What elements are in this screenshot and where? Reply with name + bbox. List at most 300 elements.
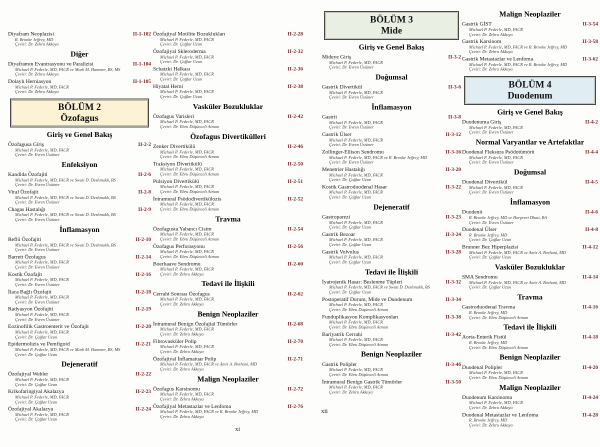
toc-entry bbox=[462, 227, 598, 243]
entry-title: Gastrik Metastazlar ve Lenfoma bbox=[462, 56, 534, 63]
toc-entry bbox=[322, 314, 461, 330]
entry-authors: R. Brooke Jeffrey, MD bbox=[469, 309, 508, 315]
entry-page-number: II-2-62 bbox=[287, 291, 303, 297]
toc-entry bbox=[153, 338, 303, 354]
toc-entry bbox=[8, 324, 151, 340]
entry-page-number: II-2-23 bbox=[135, 389, 151, 395]
entry-page-number: II-3-28 bbox=[445, 249, 461, 255]
entry-title: İyatrojenik Hasar: Beslenme Tüpleri bbox=[322, 278, 403, 285]
entry-page-number: II-2-22 bbox=[135, 371, 151, 378]
toc-entry bbox=[462, 394, 598, 410]
toc-entry bbox=[322, 361, 461, 377]
entry-authors: Michael P. Federle, MD, FACR ve Amir A. Borhani, MD bbox=[160, 361, 257, 367]
chapter-number: BÖLÜM 2 bbox=[57, 101, 102, 113]
entry-title: Özofajiyal Metastazlar ve Lenfoma bbox=[153, 403, 232, 410]
entry-authors: Michael P. Federle, MD, FACR ve Swati D. Deshmukh, BS bbox=[15, 242, 116, 248]
toc-entry bbox=[322, 279, 461, 295]
entry-translator: Çeviri: Dr. Çağlar Uzun bbox=[329, 289, 372, 295]
entry-authors: Michael P. Federle, MD, FACR bbox=[160, 184, 214, 190]
entry-authors: Michael P. Federle, MD, FACR ve Amir A. Borhani, MD bbox=[469, 249, 566, 255]
entry-page-number: II-3-22 bbox=[445, 184, 461, 190]
entry-title: Eozinofilik Gastroenterit ve Özofajit bbox=[8, 323, 89, 330]
entry-authors: Michael P. Federle, MD, FACR bbox=[15, 259, 69, 265]
entry-authors: Michael P. Federle, MD, FACR ve Swati D. Deshmukh, BS bbox=[15, 177, 116, 183]
entry-page-number: II-2-60 bbox=[287, 261, 303, 267]
entry-authors: Michael P. Federle, MD, FACR bbox=[15, 394, 69, 400]
entry-page-number: II-3-58 bbox=[582, 39, 598, 45]
entry-translator: Çeviri: Dr. Evren Üstüner bbox=[15, 264, 60, 270]
entry-authors: Michael P. Federle, MD, FACR bbox=[160, 201, 214, 207]
entry-page-number: II-3-2 bbox=[448, 54, 461, 60]
entry-page-number: II-2-72 bbox=[287, 386, 303, 392]
section-header: Dejeneratif bbox=[61, 360, 98, 369]
entry-translator: Çeviri: Dr. Çağlar Uzun bbox=[160, 59, 203, 65]
entry-page-number: II-4-2 bbox=[585, 119, 598, 125]
entry-authors: Michael P. Federle, MD, FACR bbox=[329, 337, 383, 343]
entry-page-number: II-1-105 bbox=[132, 79, 151, 85]
entry-title: Gastroparezi bbox=[322, 213, 351, 220]
entry-page-number: II-3-54 bbox=[582, 21, 598, 28]
entry-authors: Michael P. Federle, MD, FACR bbox=[15, 329, 69, 335]
entry-page-number: II-2-70 bbox=[287, 338, 303, 345]
chapter-title: Duodenum bbox=[507, 90, 553, 101]
entry-translator: Çeviri: Dr. Evren Üstüner bbox=[15, 281, 60, 287]
section-header: Özofagus Divertikülleri bbox=[190, 132, 266, 141]
entry-title: Cerrahi Sonrası Özofagus bbox=[153, 290, 210, 297]
entry-authors: Michael P. Federle, MD, FACR bbox=[329, 119, 383, 125]
entry-translator: Çeviri: Dr. Evren Üstüner bbox=[15, 182, 60, 188]
entry-translator: Çeviri: Dr. Evren Üstüner bbox=[15, 299, 60, 305]
entry-authors: R. Brooke Jeffrey, MD bbox=[469, 232, 508, 238]
entry-authors: Michael P. Federle, MD, FACR bbox=[160, 89, 214, 95]
chapter-header bbox=[464, 76, 596, 105]
entry-title: Zenker Divertikülü bbox=[153, 143, 196, 150]
folio-right: xii bbox=[321, 407, 328, 415]
entry-authors: Michael P. Federle, MD, FACR bbox=[15, 312, 69, 318]
toc-entry bbox=[153, 48, 303, 64]
entry-authors: Michael P. Federle, MD, FACR bbox=[329, 172, 383, 178]
entry-page-number: II-3-12 bbox=[445, 132, 461, 138]
toc-entry bbox=[322, 166, 461, 182]
entry-authors: Michael P. Federle, MD, FACR bbox=[469, 370, 523, 376]
toc-entry bbox=[153, 66, 303, 82]
entry-title: Brunner Bez Hiperplazisi bbox=[462, 244, 519, 251]
entry-title: Krikofaringiyal Akalazya bbox=[8, 388, 65, 395]
entry-authors: R. Brooke Jeffrey, MD ve Harpreet Dhatt, BA bbox=[469, 214, 548, 220]
entry-authors: Michael P. Federle, MD, FACR ve R. Brooke Jeffrey, MD bbox=[469, 44, 568, 50]
entry-title: Dolaylı Herniasyon bbox=[8, 78, 52, 85]
entry-translator: Çeviri: Dr. Ebru Düşünceli Atman bbox=[329, 307, 388, 312]
section-header: Giriş ve Genel Bakış bbox=[358, 43, 425, 52]
entry-title: Özofajiyal Webler bbox=[8, 371, 49, 378]
entry-authors: Michael P. Federle, MD, FACR bbox=[15, 84, 69, 90]
entry-translator: Çeviri: Dr. Evren Üstüner bbox=[469, 129, 514, 135]
entry-authors: Michael P. Federle, MD, FACR ve Swati D. Deshmukh, BS bbox=[15, 194, 116, 200]
entry-page-number: II-2-16 bbox=[135, 271, 151, 278]
entry-page-number: II-4-24 bbox=[582, 394, 598, 401]
entry-page-number: II-2-46 bbox=[287, 143, 303, 150]
entry-authors: Michael P. Federle, MD, FACR bbox=[469, 184, 523, 190]
right-page bbox=[315, 0, 600, 447]
entry-translator: Çeviri: Dr. Zehra Akkaya bbox=[160, 396, 204, 402]
entry-translator: Çeviri: Dr. Evren Üstüner bbox=[469, 219, 514, 225]
entry-translator: Çeviri: Dr. Çağlar Uzun bbox=[329, 224, 372, 230]
toc-entry bbox=[153, 356, 303, 372]
section-header: Travma bbox=[215, 215, 241, 224]
toc-entry bbox=[153, 31, 303, 47]
entry-authors: Michael P. Federle, MD, FACR bbox=[329, 189, 383, 195]
entry-translator: Çeviri: Dr. Çağlar Uzun bbox=[329, 242, 372, 248]
entry-page-number: II-3-50 bbox=[445, 379, 461, 385]
entry-translator: Çeviri: Dr. Çağlar Uzun bbox=[15, 351, 58, 357]
entry-title: Epidermolizis ve Pemfigoid bbox=[8, 341, 70, 348]
entry-translator: Çeviri: Dr. Çağlar Uzun bbox=[15, 381, 58, 387]
entry-translator: Çeviri: Dr. Ebru Düşünceli Atman bbox=[160, 236, 219, 242]
toc-entry bbox=[8, 61, 151, 77]
section-header: Tedavi ile İlişkili bbox=[503, 323, 557, 332]
entry-translator: Çeviri: Dr. Ebru Düşünceli Atman bbox=[329, 371, 388, 377]
entry-translator: Çeviri: Dr. Evren Üstüner bbox=[15, 247, 60, 253]
entry-page-number: II-3-8 bbox=[448, 114, 461, 121]
entry-authors: Michael P. Federle, MD, FACR ve Mark M. Hammer, BS, MS bbox=[15, 66, 121, 72]
entry-page-number: II-3-46 bbox=[445, 361, 461, 368]
entry-page-number: II-4-16 bbox=[582, 304, 598, 311]
entry-page-number: II-2-9 bbox=[138, 206, 151, 213]
entry-translator: Çeviri: Dr. Çağlar Uzun bbox=[469, 237, 512, 243]
entry-authors: Michael P. Federle, MD, FACR ve R. Brooke Jeffrey, MD bbox=[160, 409, 259, 415]
section-header: İnflamasyon bbox=[371, 103, 412, 112]
section-header: İnflamasyon bbox=[509, 198, 551, 207]
section-header: Tedavi ile İlişkili bbox=[201, 280, 255, 289]
entry-page-number: II-2-36 bbox=[287, 66, 303, 72]
entry-authors: Michael P. Federle, MD, FACR bbox=[469, 26, 523, 32]
entry-authors: Michael P. Federle, MD, FACR bbox=[329, 237, 383, 243]
entry-translator: Çeviri: Dr. Zehra Akkaya bbox=[15, 71, 59, 77]
entry-translator: Çeviri: Dr. Zehra Akkaya bbox=[469, 422, 513, 428]
toc-entry bbox=[8, 341, 151, 357]
entry-translator: Çeviri: Dr. Evren Üstüner bbox=[329, 159, 374, 165]
entry-authors: Michael P. Federle, MD, FACR bbox=[329, 59, 383, 65]
chapter-header bbox=[324, 11, 459, 40]
section-header: Giriş ve Genel Bakış bbox=[46, 130, 113, 139]
entry-title: İntramural Benign Gastrik Tümörler bbox=[322, 378, 403, 385]
entry-page-number: II-2-8 bbox=[138, 189, 151, 195]
entry-translator: Çeviri: Dr. Zehra Akkaya bbox=[160, 271, 204, 277]
toc-entry bbox=[8, 236, 151, 252]
entry-title: Barrett Özofagus bbox=[8, 253, 46, 260]
section-header: Malign Neoplaziler bbox=[499, 383, 561, 392]
section-header: Travma bbox=[517, 293, 543, 302]
entry-authors: Michael P. Federle, MD, FACR bbox=[160, 36, 214, 42]
entry-translator: Çeviri: Dr. Ebru Düşünceli Atman bbox=[160, 189, 219, 194]
entry-title: Reflü Özofajiti bbox=[8, 236, 42, 243]
entry-page-number: II-2-14 bbox=[135, 254, 151, 260]
entry-title: Funduplikasyon Komplikasyonları bbox=[322, 313, 399, 320]
entry-title: İntramural Psödodivertikülozis bbox=[153, 195, 222, 202]
section-header: Dejeneratif bbox=[373, 203, 410, 212]
entry-page-number: II-4-5 bbox=[585, 179, 598, 186]
entry-translator: Çeviri: Dr. Evren Üstüner bbox=[15, 217, 60, 223]
entry-translator: Çeviri: Dr. Evren Üstüner bbox=[15, 199, 60, 205]
toc-entry bbox=[322, 149, 461, 165]
entry-authors: Michael P. Federle, MD, FACR bbox=[15, 294, 69, 300]
toc-entry bbox=[8, 271, 151, 287]
toc-entry bbox=[153, 321, 303, 337]
entry-translator: Çeviri: Dr. Çağlar Uzun bbox=[329, 177, 372, 183]
section-header: İnflamasyon bbox=[59, 225, 100, 234]
toc-entry bbox=[153, 226, 303, 242]
entry-page-number: II-4-8 bbox=[585, 227, 598, 233]
entry-authors: Michael P. Federle, MD, FACR bbox=[160, 249, 214, 255]
entry-translator: Çeviri: Dr. Çağlar Uzun bbox=[15, 399, 58, 405]
entry-title: Fibrovasküler Polip bbox=[153, 338, 197, 345]
toc-entry bbox=[462, 334, 598, 350]
entry-page-number: II-2-2 bbox=[138, 141, 151, 148]
entry-translator: Çeviri: Dr. Evren Üstüner bbox=[329, 142, 374, 148]
toc-entry bbox=[8, 206, 151, 222]
entry-page-number: II-2-51 bbox=[287, 178, 303, 185]
entry-title: Duodenal Polipler bbox=[462, 364, 503, 371]
toc-entry bbox=[153, 243, 303, 259]
entry-page-number: II-2-42 bbox=[287, 113, 303, 120]
toc-entry bbox=[322, 54, 461, 70]
entry-translator: Çeviri: Dr. Çağlar Uzun bbox=[329, 194, 372, 200]
entry-page-number: II-2-18 bbox=[135, 289, 151, 295]
toc-entry bbox=[153, 143, 303, 159]
toc-entry bbox=[462, 56, 598, 72]
chapter-title: Mide bbox=[380, 25, 403, 36]
entry-page-number: II-4-6 bbox=[585, 209, 598, 216]
entry-title: Özofagus Perforasyonu bbox=[153, 243, 205, 250]
section-header: Benign Neoplaziler bbox=[197, 310, 259, 319]
entry-title: Gastrik GİST bbox=[462, 21, 492, 28]
section-header: Benign Neoplaziler bbox=[499, 353, 561, 362]
entry-title: Özofajiyal Akalazya bbox=[8, 406, 54, 413]
entry-translator: Çeviri: Dr. Ebru Düşünceli Atman bbox=[469, 314, 528, 320]
entry-translator: Çeviri: Dr. Ebru Düşünceli Atman bbox=[160, 253, 219, 259]
entry-title: Duodenal Ülser bbox=[462, 226, 497, 233]
entry-title: Özofagusta Yabancı Cisim bbox=[153, 225, 212, 232]
section-header: Enfeksiyon bbox=[61, 160, 98, 169]
entry-title: Zollinger-Ellison Sendromu bbox=[322, 149, 384, 155]
entry-translator: Çeviri: Dr. Çağlar Uzun bbox=[160, 41, 203, 47]
toc-entry bbox=[153, 113, 303, 129]
entry-page-number: II-2-32 bbox=[287, 48, 303, 55]
entry-translator: Çeviri: Dr. Evren Üstüner bbox=[329, 94, 374, 100]
entry-title: Diyafram Neoplazisi bbox=[8, 31, 54, 37]
entry-title: Özofajiyal İnflamatuar Polip bbox=[153, 355, 217, 362]
entry-authors: Michael P. Federle, MD, FACR ve Amir A. Borhani, MD bbox=[469, 279, 566, 285]
entry-translator: Çeviri: Dr. Çağlar Uzun bbox=[160, 76, 203, 82]
toc-entry bbox=[153, 403, 303, 419]
toc-entry bbox=[8, 306, 151, 322]
entry-page-number: II-2-24 bbox=[135, 406, 151, 413]
entry-authors: Michael P. Federle, MD, FACR ve R. Brooke Jeffrey, MD bbox=[329, 154, 428, 160]
entry-translator: Çeviri: Dr. Evren Üstüner bbox=[15, 152, 60, 158]
toc-column-1 bbox=[8, 0, 151, 424]
entry-title: Aorta-Enterik Fistül bbox=[462, 334, 507, 341]
toc-entry bbox=[462, 364, 598, 380]
toc-entry bbox=[322, 331, 461, 347]
entry-authors: R. Brooke Jeffrey, MD bbox=[469, 340, 508, 346]
entry-page-number: II-3-16 bbox=[445, 149, 461, 155]
entry-page-number: II-2-20 bbox=[135, 324, 151, 330]
entry-title: Duodenal Divertikül bbox=[462, 179, 508, 186]
entry-authors: Michael P. Federle, MD, FACR bbox=[469, 400, 523, 406]
entry-title: Duodenit bbox=[462, 209, 483, 216]
entry-translator: Çeviri: Dr. Zehra Akkaya bbox=[160, 331, 204, 337]
entry-page-number: II-2-71 bbox=[287, 356, 303, 362]
entry-title: Traksiyon Divertikülü bbox=[153, 160, 202, 167]
entry-title: Diyaframın Evantrasyonu ve Paralizisi bbox=[8, 61, 94, 68]
entry-page-number: II-3-32 bbox=[445, 279, 461, 285]
entry-title: Schatzki Halkası bbox=[153, 65, 191, 72]
toc-entry bbox=[8, 289, 151, 305]
entry-authors: R. Brooke Jeffrey, MD bbox=[15, 36, 54, 42]
entry-translator: Çeviri: Dr. Çağlar Uzun bbox=[469, 284, 512, 290]
toc-entry bbox=[462, 412, 598, 428]
entry-authors: Michael P. Federle, MD, FACR bbox=[329, 137, 383, 143]
entry-authors: Michael P. Federle, MD, FACR bbox=[160, 296, 214, 302]
chapter-number: BÖLÜM 4 bbox=[508, 79, 552, 90]
entry-page-number: II-2-56 bbox=[287, 243, 303, 250]
entry-authors: Michael P. Federle, MD, FACR bbox=[329, 254, 383, 260]
entry-title: Radyasyon Özofajiti bbox=[8, 306, 54, 313]
entry-page-number: II-3-38 bbox=[445, 314, 461, 320]
entry-title: Özofajiyal Motilite Bozuklukları bbox=[153, 31, 226, 37]
entry-translator: Çeviri: Dr. Zehra Akkaya bbox=[160, 301, 204, 307]
toc-entry bbox=[8, 172, 151, 188]
entry-translator: Çeviri: Dr. Çağlar Uzun bbox=[15, 334, 58, 340]
entry-page-number: II-2-21 bbox=[135, 341, 151, 348]
section-header: Benign Neoplaziler bbox=[360, 350, 423, 359]
toc-entry bbox=[462, 244, 598, 260]
entry-page-number: II-2-54 bbox=[287, 226, 303, 232]
entry-title: Özofagus Varisleri bbox=[153, 113, 194, 120]
section-header: Malign Neoplaziler bbox=[197, 375, 259, 384]
entry-page-number: II-4-4 bbox=[585, 149, 598, 155]
entry-title: Menetrier Hastalığı bbox=[322, 166, 365, 173]
entry-authors: Michael P. Federle, MD, FACR bbox=[15, 277, 69, 283]
entry-title: Postoperatif Durum, Mide ve Duodenum bbox=[322, 296, 413, 303]
entry-authors: Michael P. Federle, MD, FACR ve R. Brooke Jeffrey, MD bbox=[469, 61, 568, 67]
entry-authors: Michael P. Federle, MD, FACR bbox=[15, 147, 69, 153]
entry-authors: Michael P. Federle, MD, FACR bbox=[469, 154, 523, 160]
toc-entry bbox=[153, 196, 303, 212]
entry-title: Chagas Hastalığı bbox=[8, 206, 46, 213]
section-header: Normal Varyantlar ve Artefaktlar bbox=[475, 138, 585, 147]
entry-authors: Michael P. Federle, MD, FACR bbox=[160, 231, 214, 237]
entry-translator: Çeviri: Dr. Zehra Akkaya bbox=[329, 389, 373, 395]
entry-authors: Michael P. Federle, MD, FACR bbox=[160, 266, 214, 272]
entry-title: Boerhaave Sendromu bbox=[153, 260, 201, 267]
entry-authors: Michael P. Federle, MD, FACR ve Swati D. Deshmukh, BS bbox=[15, 212, 116, 218]
entry-page-number: II-3-20 bbox=[445, 166, 461, 173]
entry-page-number: II-4-14 bbox=[582, 274, 598, 281]
toc-entry bbox=[462, 179, 598, 195]
entry-translator: Çeviri: Dr. Ebru Düşünceli Atman bbox=[329, 341, 388, 347]
toc-entry bbox=[8, 406, 151, 422]
entry-title: Gastroduodenal Travma bbox=[462, 304, 516, 311]
toc-entry bbox=[462, 119, 598, 135]
entry-authors: Michael P. Federle, MD, FACR bbox=[160, 119, 214, 125]
toc-entry bbox=[462, 304, 598, 320]
entry-page-number: II-2-50 bbox=[287, 161, 303, 167]
entry-page-number: II-3-62 bbox=[582, 56, 598, 63]
entry-page-number: II-2-28 bbox=[287, 31, 303, 37]
entry-translator: Çeviri: Dr. Zehra Akkaya bbox=[469, 49, 513, 55]
entry-translator: Çeviri: Dr. Çağlar Uzun bbox=[329, 259, 372, 265]
entry-title: Özofagusa Giriş bbox=[8, 141, 44, 148]
toc-entry bbox=[322, 249, 461, 265]
entry-page-number: II-2-52 bbox=[287, 196, 303, 202]
entry-page-number: II-4-20 bbox=[582, 364, 598, 371]
entry-title: Kostik Özofajit bbox=[8, 271, 43, 278]
toc-entry bbox=[8, 79, 151, 95]
entry-translator: Çeviri: Dr. Evren Üstüner bbox=[469, 189, 514, 195]
entry-title: Özofajiyal Skleroderma bbox=[153, 48, 206, 55]
toc-entry bbox=[153, 291, 303, 307]
entry-translator: Çeviri: Dr. Zehra Akkaya bbox=[469, 66, 513, 72]
entry-translator: Çeviri: Dr. Çağlar Uzun bbox=[469, 254, 512, 260]
entry-authors: Michael P. Federle, MD, FACR ve Swati D. Deshmukh, BS bbox=[329, 284, 430, 290]
entry-title: Gastrit bbox=[322, 114, 337, 121]
entry-translator: Çeviri: Dr. Ebru Düşünceli Atman bbox=[160, 124, 219, 130]
entry-translator: Çeviri: Dr. Zehra Akkaya bbox=[15, 41, 59, 47]
entry-title: Duodenal Metastazlar ve Lenfoma bbox=[462, 411, 539, 418]
toc-entry bbox=[462, 21, 598, 37]
entry-authors: Michael P. Federle, MD, FACR bbox=[160, 149, 214, 155]
entry-title: Viral Özofajit bbox=[8, 188, 39, 195]
entry-page-number: II-3-42 bbox=[445, 331, 461, 338]
folio-left: xi bbox=[235, 425, 241, 433]
entry-page-number: II-1-104 bbox=[132, 61, 151, 68]
entry-title: Özofagus Karsinomu bbox=[153, 385, 200, 392]
section-header: Diğer bbox=[70, 50, 89, 59]
entry-authors: Michael P. Federle, MD, FACR ve Mark M. Hammer, BS, MS bbox=[15, 346, 121, 352]
entry-page-number: II-1-102 bbox=[132, 31, 151, 37]
entry-translator: Çeviri: Dr. Zehra Akkaya bbox=[160, 413, 204, 419]
toc-entry bbox=[8, 389, 151, 405]
chapter-title: Özofagus bbox=[60, 112, 99, 124]
entry-authors: Michael P. Federle, MD, FACR bbox=[160, 54, 214, 60]
entry-title: İntramural Benign Özofajial Tümörler bbox=[153, 320, 238, 327]
entry-title: Hiyatal Herni bbox=[153, 83, 184, 90]
toc-entry bbox=[8, 189, 151, 205]
section-header: Malign Neoplaziler bbox=[499, 10, 561, 19]
entry-title: İlaca Bağlı Özofajit bbox=[8, 288, 52, 295]
entry-title: Duodenal Fleksura Psödotümörü bbox=[462, 149, 535, 155]
entry-authors: Michael P. Federle, MD, FACR bbox=[160, 71, 214, 77]
toc-entry bbox=[8, 141, 151, 157]
entry-translator: Çeviri: Dr. Zehra Akkaya bbox=[469, 31, 513, 37]
toc-entry bbox=[462, 39, 598, 55]
toc-entry bbox=[322, 84, 461, 100]
toc-entry bbox=[462, 149, 598, 165]
entry-page-number: II-2-68 bbox=[287, 321, 303, 327]
toc-column-3 bbox=[322, 0, 461, 396]
entry-authors: Michael P. Federle, MD, FACR bbox=[160, 166, 214, 172]
entry-page-number: II-2-38 bbox=[287, 83, 303, 90]
entry-authors: Michael P. Federle, MD, FACR bbox=[329, 302, 383, 308]
section-header: Giriş ve Genel Bakış bbox=[497, 108, 563, 117]
entry-page-number: II-2-76 bbox=[287, 403, 303, 410]
entry-page-number: II-4-18 bbox=[582, 334, 598, 341]
toc-entry bbox=[153, 178, 303, 194]
entry-authors: Michael P. Federle, MD, FACR bbox=[329, 219, 383, 225]
entry-authors: Michael P. Federle, MD, FACR bbox=[329, 89, 383, 95]
entry-translator: Çeviri: Dr. Ebru Düşünceli Atman bbox=[160, 154, 219, 160]
